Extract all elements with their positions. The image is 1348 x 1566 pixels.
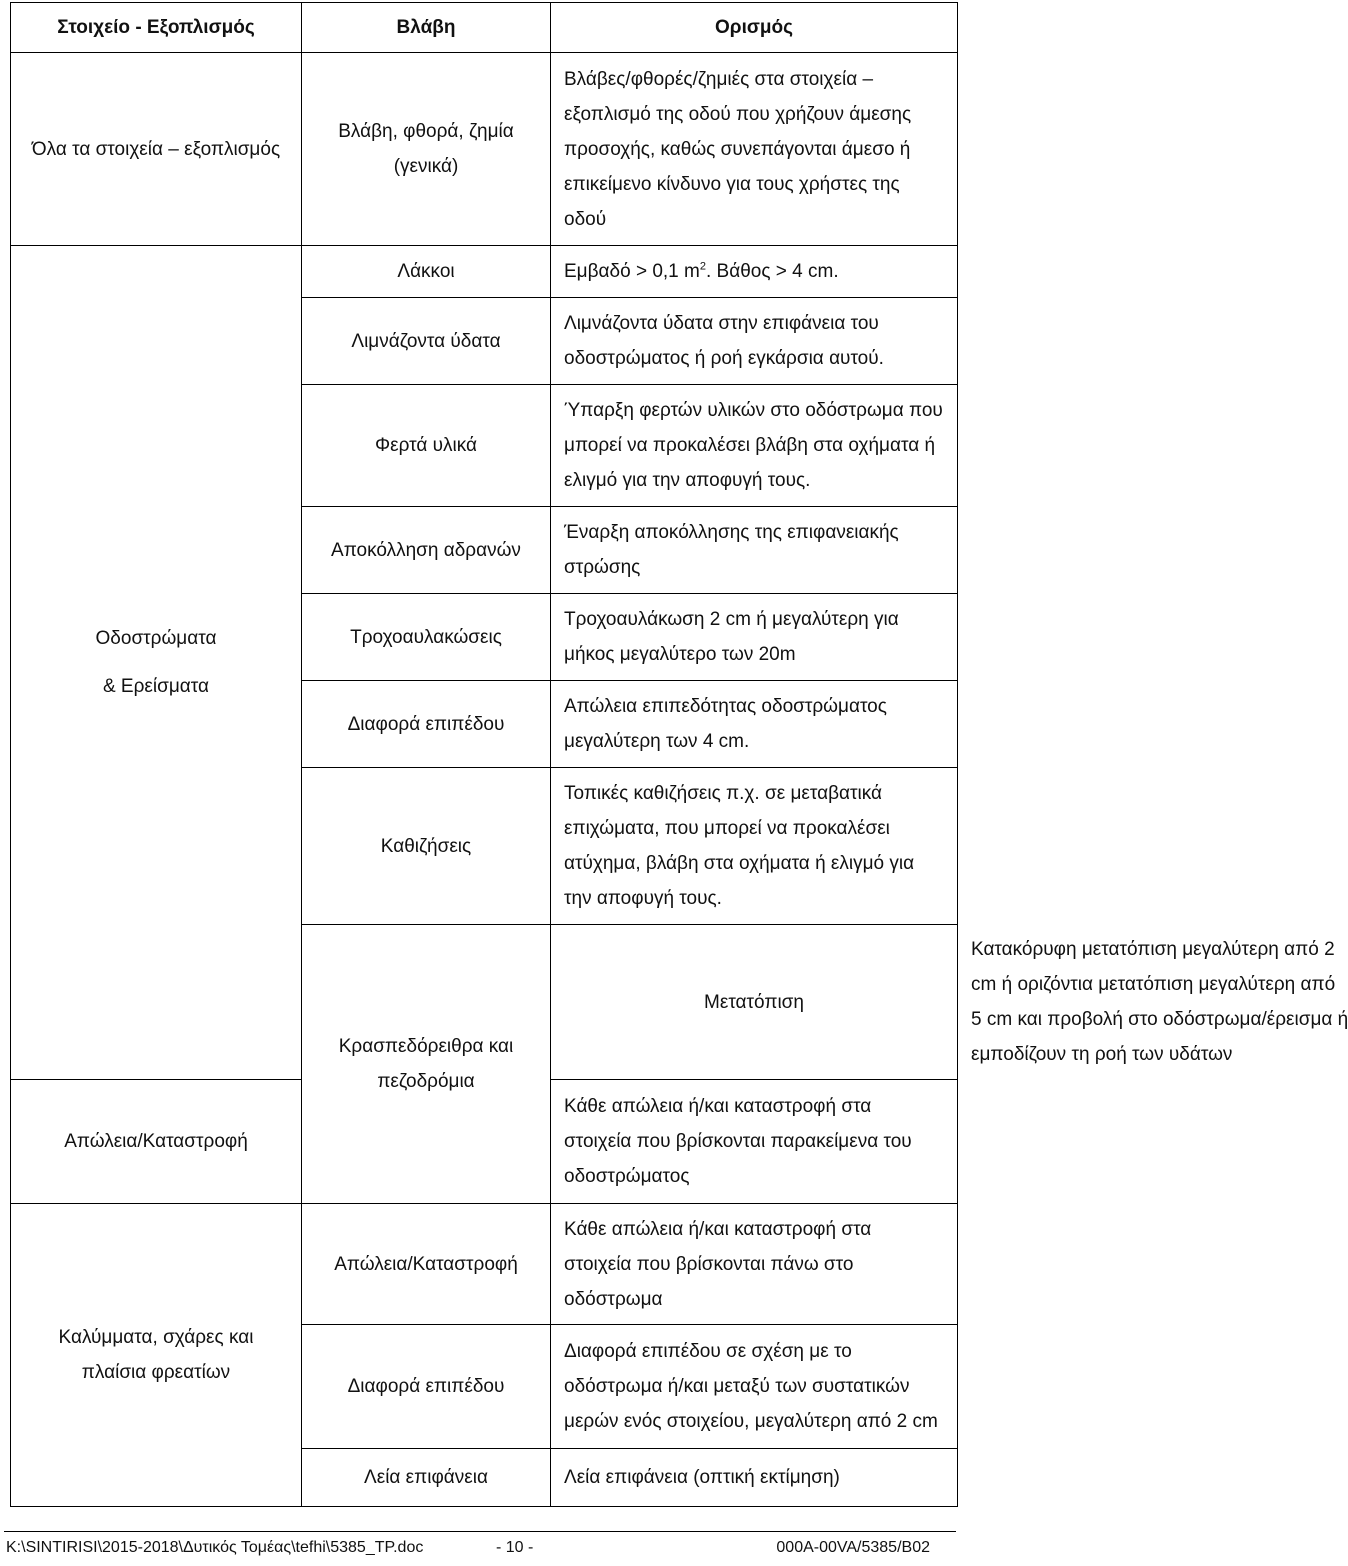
defect-cell — [302, 1204, 551, 1325]
definition-superscript: 2 — [699, 260, 706, 273]
definition-line: επικείμενο κίνδυνο για τους χρήστες της — [564, 173, 900, 195]
definition-line: Κάθε απώλεια ή/και καταστροφή στα — [564, 1218, 872, 1240]
defect-cell — [302, 246, 551, 298]
definition-line: προσοχής, καθώς συνεπάγονται άμεσο ή — [564, 138, 911, 160]
definition-line: Βλάβες/φθορές/ζημιές στα στοιχεία – — [564, 68, 874, 90]
definition-line: οδοστρώματος — [564, 1166, 690, 1187]
defect-cell — [302, 298, 551, 385]
defect-label: Μετατόπιση — [704, 991, 804, 1013]
equipment-label: Όλα τα στοιχεία – εξοπλισμός — [31, 138, 281, 160]
equipment-cell-covers — [11, 1204, 302, 1507]
definition-cell — [551, 768, 958, 925]
defect-label: Διαφορά επιπέδου — [347, 1376, 505, 1397]
definition-cell — [551, 1449, 958, 1507]
defect-label: Φερτά υλικά — [374, 435, 478, 456]
definition-line: μερών ενός στοιχείου, μεγαλύτερη από 2 cm — [564, 1411, 938, 1432]
header-equipment: Στοιχείο - Εξοπλισμός — [11, 3, 302, 53]
definition-line: ατύχημα, βλάβη στα οχήματα ή ελιγμό για — [564, 853, 915, 874]
definition-line: Διαφορά επιπέδου σε σχέση με το — [564, 1341, 852, 1362]
definition-line: Κάθε απώλεια ή/και καταστροφή στα — [564, 1096, 872, 1117]
equipment-label: πεζοδρόμια — [377, 1071, 475, 1092]
defect-label: Λεία επιφάνεια — [364, 1467, 488, 1488]
definition-cell — [551, 507, 958, 594]
definition-line: Λεία επιφάνεια (οπτική εκτίμηση) — [564, 1467, 840, 1488]
definition-line: οδόστρωμα ή/και μεταξύ των συστατικών — [564, 1376, 910, 1397]
defect-label: Τροχοαυλακώσεις — [350, 626, 502, 648]
definition-cell — [551, 1080, 958, 1204]
table-row — [11, 1204, 958, 1325]
definition-cell — [551, 385, 958, 507]
definition-line: Τοπικές καθιζήσεις π.χ. σε μεταβατικά — [564, 783, 882, 804]
footer-document-code: 000A-00VA/5385/B02 — [776, 1539, 930, 1556]
equipment-label: Οδοστρώματα — [95, 628, 217, 649]
definition-line: ελιγμό για την αποφυγή τους. — [564, 470, 811, 491]
equipment-cell-kerbs — [302, 925, 551, 1204]
defect-cell — [302, 53, 551, 246]
defect-cell — [302, 385, 551, 507]
definition-cell — [551, 681, 958, 768]
definition-line: την αποφυγή τους. — [564, 888, 722, 909]
header-definition: Ορισμός — [551, 3, 958, 53]
defect-label: Απώλεια/Καταστροφή — [334, 1253, 518, 1275]
table-row — [11, 53, 958, 246]
equipment-cell-pavements — [11, 246, 302, 1080]
defect-label: Αποκόλληση αδρανών — [331, 539, 521, 561]
definition-text: Εμβαδό > 0,1 m — [564, 261, 700, 282]
definition-line: επιχώματα, που μπορεί να προκαλέσει — [564, 818, 890, 839]
definition-line: μπορεί να προκαλέσει βλάβη στα οχήματα ή — [564, 435, 936, 456]
definition-line: στοιχεία που βρίσκονται παρακείμενα του — [564, 1131, 912, 1152]
equipment-label: Καλύμματα, σχάρες και — [58, 1327, 254, 1348]
definition-line: Τροχοαυλάκωση 2 cm ή μεγαλύτερη για — [564, 609, 899, 630]
table-header-row — [11, 3, 958, 53]
defect-label: Λάκκοι — [397, 261, 455, 282]
defect-cell — [551, 925, 958, 1080]
defect-cell — [302, 1449, 551, 1507]
definition-line: Απώλεια επιπεδότητας οδοστρώματος — [564, 696, 887, 717]
definition-line: μήκος μεγαλύτερο των 20m — [564, 644, 796, 665]
equipment-label: πλαίσια φρεατίων — [81, 1362, 231, 1383]
defect-cell — [302, 507, 551, 594]
definition-cell — [551, 246, 958, 298]
definition-line — [564, 254, 949, 289]
definition-line: στοιχεία που βρίσκονται πάνω στο — [564, 1253, 854, 1275]
defect-cell — [302, 681, 551, 768]
definition-line: Ύπαρξη φερτών υλικών στο οδόστρωμα που — [564, 400, 943, 421]
page-footer — [4, 1531, 956, 1564]
definition-line: Λιμνάζοντα ύδατα στην επιφάνεια του — [564, 313, 879, 334]
header-defect: Βλάβη — [302, 3, 551, 53]
equipment-label: Κρασπεδόρειθρα και — [338, 1036, 514, 1057]
defect-label: (γενικά) — [393, 156, 459, 177]
definition-cell — [551, 594, 958, 681]
definition-cell — [551, 298, 958, 385]
table-row — [11, 246, 958, 298]
defect-label: Λιμνάζοντα ύδατα — [351, 330, 501, 352]
definition-cell — [551, 1204, 958, 1325]
definition-line: οδού — [564, 208, 607, 230]
table-row: Κρασπεδόρειθρα και πεζοδρόμια Μετατόπιση Κατακόρυφη μετατόπιση μεγαλύτερη από 2 cm ή οριζόντια μετατόπιση μεγαλύτερη από 5 cm και προβολή στο οδόστρωμα/έρεισμα ή εμποδίζουν τη ροή των υδάτων — [11, 925, 958, 1080]
defect-cell — [302, 594, 551, 681]
footer-file-path: K:\SINTIRISI\2015-2018\Δυτικός Τομέας\tefhi\5385_TP.doc — [6, 1539, 424, 1556]
definition-cell — [551, 1325, 958, 1449]
definition-line: μεγαλύτερη των 4 cm. — [564, 731, 750, 752]
defects-table — [10, 2, 1348, 1507]
definition-cell — [551, 53, 958, 246]
footer-page-number: - 10 - — [496, 1539, 534, 1556]
defect-label: Καθιζήσεις — [380, 835, 472, 857]
defect-label: Διαφορά επιπέδου — [347, 713, 505, 735]
definition-line: εξοπλισμό της οδού που χρήζουν άμεσης — [564, 103, 912, 125]
equipment-cell-all — [11, 53, 302, 246]
defect-label: Βλάβη, φθορά, ζημία — [338, 121, 514, 142]
equipment-label: & Ερείσματα — [102, 676, 209, 697]
defect-cell — [11, 1080, 302, 1204]
definition-line: οδοστρώματος ή ροή εγκάρσια αυτού. — [564, 348, 884, 369]
definition-line: οδόστρωμα — [564, 1288, 663, 1310]
definition-line: στρώσης — [564, 557, 641, 578]
definition-line: Έναρξη αποκόλλησης της επιφανειακής — [564, 522, 899, 543]
defect-cell — [302, 768, 551, 925]
defect-cell — [302, 1325, 551, 1449]
defect-label: Απώλεια/Καταστροφή — [64, 1131, 248, 1152]
definition-text: . Βάθος > 4 cm. — [705, 261, 839, 282]
